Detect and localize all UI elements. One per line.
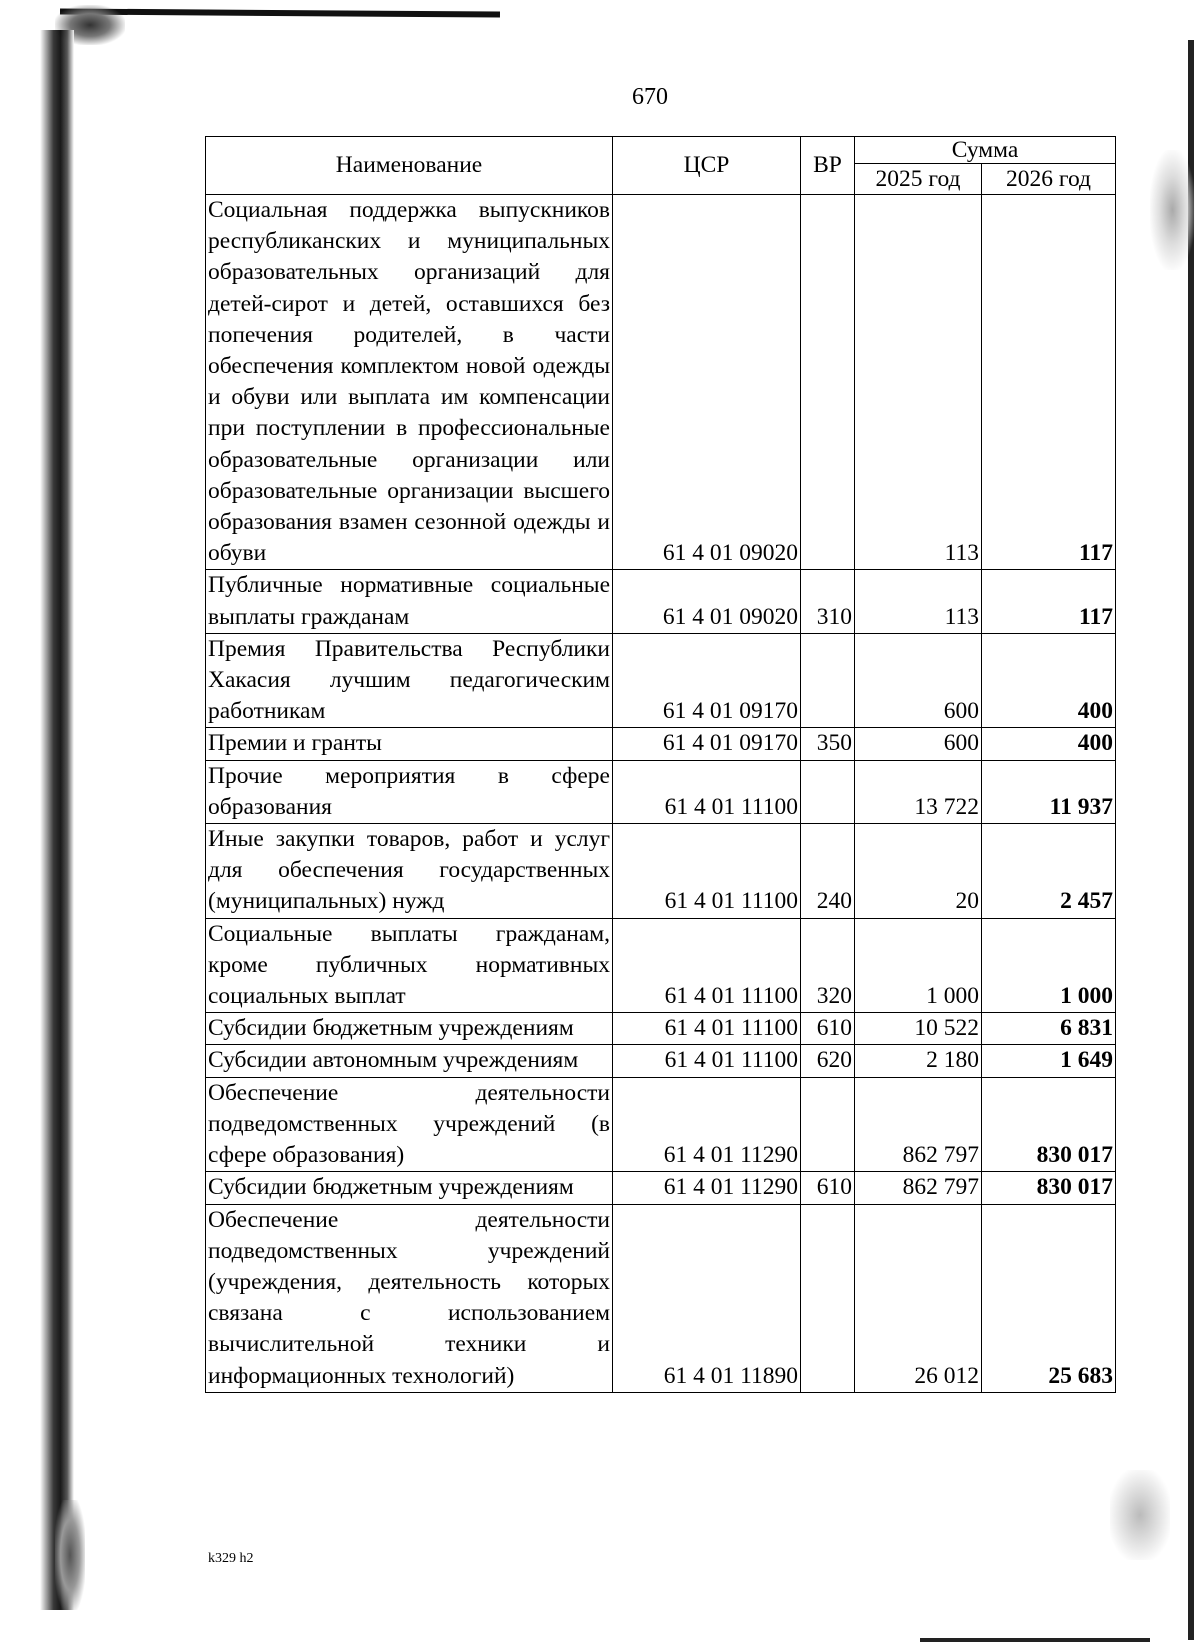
row-vr-cell: 310 <box>801 570 855 633</box>
header-year-2025: 2025 год <box>855 164 982 195</box>
row-csr-cell: 61 4 01 11290 <box>613 1077 801 1172</box>
row-2025-cell: 26 012 <box>855 1204 982 1392</box>
row-csr-cell: 61 4 01 11100 <box>613 760 801 823</box>
table-row <box>206 918 1116 1013</box>
row-vr-cell: 320 <box>801 918 855 1013</box>
row-vr-cell: 350 <box>801 728 855 760</box>
row-2026-cell: 1 000 <box>982 918 1116 1013</box>
page-number: 670 <box>632 84 668 110</box>
row-2026-cell: 830 017 <box>982 1172 1116 1204</box>
budget-table <box>205 136 1116 1393</box>
row-2025-cell: 113 <box>855 195 982 570</box>
scan-smudge-bottom-left <box>55 1500 85 1610</box>
table-body <box>206 195 1116 1393</box>
scan-edge-bottom <box>920 1638 1150 1642</box>
row-name-cell: Обеспечение деятельности подведомственных учреждений (учреждения, деятельность которых связана с использованием вычислительной техники и информационных технологий) <box>206 1204 613 1392</box>
row-csr-cell: 61 4 01 11890 <box>613 1204 801 1392</box>
table-row <box>206 824 1116 919</box>
row-csr-cell: 61 4 01 09020 <box>613 195 801 570</box>
row-2025-cell: 13 722 <box>855 760 982 823</box>
header-name: Наименование <box>206 137 613 195</box>
row-2026-cell: 11 937 <box>982 760 1116 823</box>
row-2026-cell: 400 <box>982 633 1116 728</box>
row-name-cell: Субсидии бюджетным учреждениям <box>206 1172 613 1204</box>
row-2026-cell: 25 683 <box>982 1204 1116 1392</box>
row-2025-cell: 10 522 <box>855 1013 982 1045</box>
row-name-cell: Субсидии автономным учреждениям <box>206 1045 613 1077</box>
row-csr-cell: 61 4 01 09020 <box>613 570 801 633</box>
row-csr-cell: 61 4 01 11290 <box>613 1172 801 1204</box>
row-csr-cell: 61 4 01 11100 <box>613 824 801 919</box>
row-name-cell: Субсидии бюджетным учреждениям <box>206 1013 613 1045</box>
row-csr-cell: 61 4 01 11100 <box>613 1013 801 1045</box>
row-2025-cell: 1 000 <box>855 918 982 1013</box>
table-row <box>206 633 1116 728</box>
row-name-cell: Обеспечение деятельности подведомственных учреждений (в сфере образования) <box>206 1077 613 1172</box>
row-vr-cell: 610 <box>801 1013 855 1045</box>
row-2025-cell: 2 180 <box>855 1045 982 1077</box>
row-csr-cell: 61 4 01 11100 <box>613 918 801 1013</box>
row-name-cell: Публичные нормативные социальные выплаты гражданам <box>206 570 613 633</box>
row-2025-cell: 113 <box>855 570 982 633</box>
scan-edge-right <box>1188 40 1194 1640</box>
table-row <box>206 195 1116 570</box>
table-row <box>206 1172 1116 1204</box>
row-2026-cell: 400 <box>982 728 1116 760</box>
row-name-cell: Иные закупки товаров, работ и услуг для обеспечения государственных (муниципальных) нужд <box>206 824 613 919</box>
row-2026-cell: 830 017 <box>982 1077 1116 1172</box>
row-2025-cell: 600 <box>855 728 982 760</box>
scan-edge-top <box>60 8 500 17</box>
row-vr-cell: 610 <box>801 1172 855 1204</box>
row-2026-cell: 117 <box>982 195 1116 570</box>
row-2025-cell: 862 797 <box>855 1172 982 1204</box>
row-2026-cell: 117 <box>982 570 1116 633</box>
table-header <box>206 137 1116 195</box>
row-name-cell: Прочие мероприятия в сфере образования <box>206 760 613 823</box>
row-2025-cell: 600 <box>855 633 982 728</box>
header-year-2026: 2026 год <box>982 164 1116 195</box>
row-vr-cell <box>801 633 855 728</box>
table-row <box>206 1077 1116 1172</box>
row-2026-cell: 1 649 <box>982 1045 1116 1077</box>
table-row <box>206 760 1116 823</box>
row-vr-cell <box>801 1204 855 1392</box>
table-row <box>206 570 1116 633</box>
footer-code: k329 h2 <box>208 1551 254 1566</box>
table-row <box>206 1045 1116 1077</box>
table-row <box>206 728 1116 760</box>
row-name-cell: Премия Правительства Республики Хакасия лучшим педагогическим работникам <box>206 633 613 728</box>
row-2025-cell: 20 <box>855 824 982 919</box>
header-csr: ЦСР <box>613 137 801 195</box>
table-row <box>206 1013 1116 1045</box>
row-csr-cell: 61 4 01 11100 <box>613 1045 801 1077</box>
table-row <box>206 1204 1116 1392</box>
row-name-cell: Социальные выплаты гражданам, кроме публичных нормативных социальных выплат <box>206 918 613 1013</box>
row-vr-cell <box>801 760 855 823</box>
row-name-cell: Социальная поддержка выпускников республиканских и муниципальных образовательных организаций для детей-сирот и детей, оставшихся без попечения родителей, в части обеспечения комплектом новой одежды и обуви или выплата им компенсации при поступлении в профессиональные образовательные организации или образовательные организации высшего образования взамен сезонной одежды и обуви <box>206 195 613 570</box>
row-vr-cell <box>801 1077 855 1172</box>
header-row-1 <box>206 137 1116 164</box>
header-vr: ВР <box>801 137 855 195</box>
row-name-cell: Премии и гранты <box>206 728 613 760</box>
row-2025-cell: 862 797 <box>855 1077 982 1172</box>
scan-smudge-bottom-right <box>1110 1470 1170 1560</box>
scan-smudge-right <box>1150 150 1195 270</box>
row-2026-cell: 2 457 <box>982 824 1116 919</box>
header-sum: Сумма <box>855 137 1116 164</box>
row-vr-cell <box>801 195 855 570</box>
row-vr-cell: 240 <box>801 824 855 919</box>
row-vr-cell: 620 <box>801 1045 855 1077</box>
row-csr-cell: 61 4 01 09170 <box>613 728 801 760</box>
row-2026-cell: 6 831 <box>982 1013 1116 1045</box>
scan-edge-left <box>40 30 74 1610</box>
row-csr-cell: 61 4 01 09170 <box>613 633 801 728</box>
